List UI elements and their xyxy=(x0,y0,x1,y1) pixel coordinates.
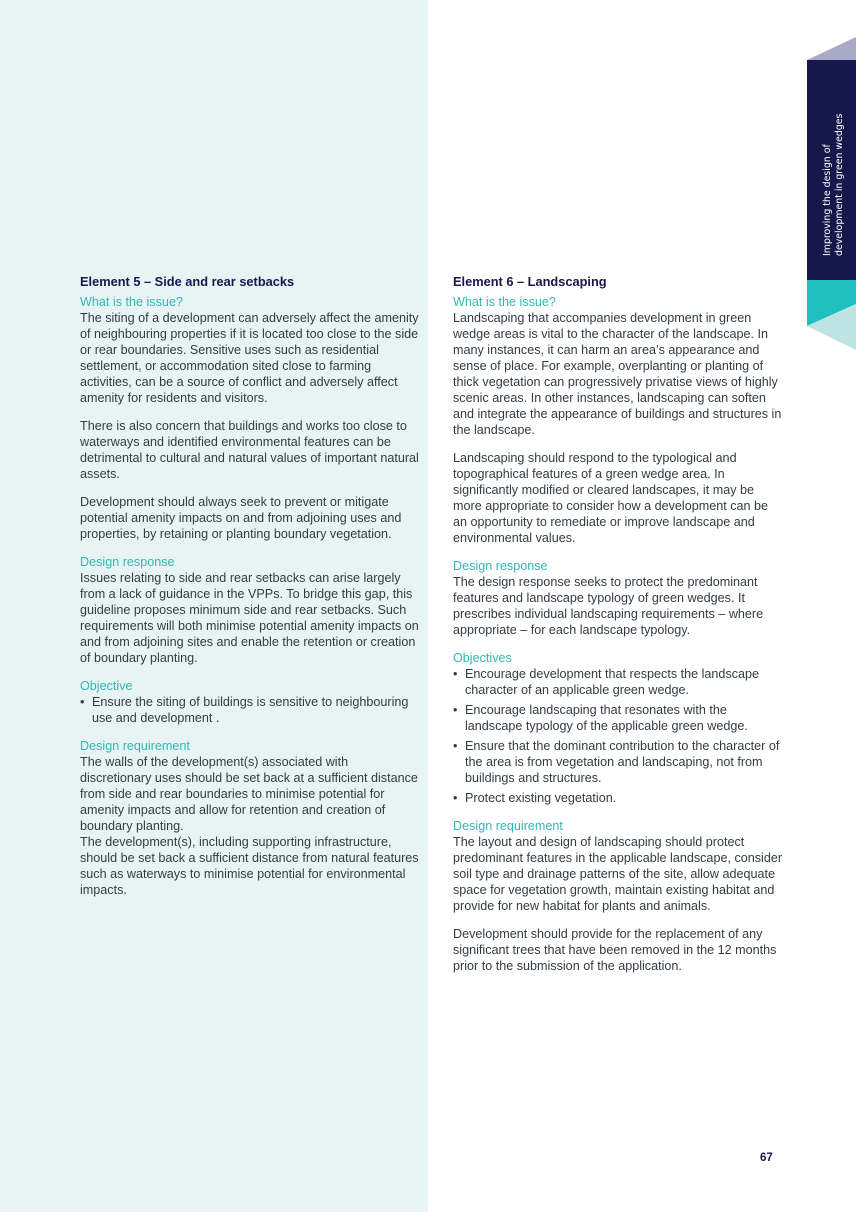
element-6-response-heading: Design response xyxy=(453,559,548,573)
section-tab-label xyxy=(818,60,848,260)
list-item xyxy=(453,666,785,698)
bullet-icon: • xyxy=(453,739,458,753)
bullet-icon: • xyxy=(453,791,458,805)
objective-text: Encourage development that respects the landscape character of an applicable green wedge. xyxy=(465,667,760,697)
section-tab-line-1: Improving the design of xyxy=(822,144,833,256)
element-5-issue-paragraph-3: Development should always seek to prevent or mitigate potential amenity impacts on and from adjoining uses and properties, by retaining or planting boundary vegetation. xyxy=(80,495,402,541)
list-item xyxy=(80,694,420,726)
element-6-section xyxy=(453,273,785,986)
element-6-requirement-heading: Design requirement xyxy=(453,819,563,833)
element-5-issue-paragraph-2: There is also concern that buildings and works too close to waterways and identified environmental features can be detrimental to cultural and natural values of important natural assets. xyxy=(80,419,419,481)
element-5-issue-paragraph-1: The siting of a development can adversely affect the amenity of neighbouring properties if it is located too close to the side or rear boundaries. Sensitive uses such as residential settlement, or accommodation sited close to farming activities, can be a source of conflict and adversely affect amenity for residents and visitors. xyxy=(80,311,419,405)
element-5-requirement-paragraph-2: The development(s), including supporting infrastructure, should be set back a sufficient distance from natural features such as waterways to minimise potential for environmental impacts. xyxy=(80,835,419,897)
element-6-requirement-paragraph-1: The layout and design of landscaping should protect predominant features in the applicable landscape, consider soil type and drainage patterns of the site, allow adequate space for vegetation growth, maintain existing habitat and provide for new habitat for plants and animals. xyxy=(453,835,783,913)
element-5-objective-heading: Objective xyxy=(80,679,133,693)
element-6-issue-paragraph-2: Landscaping should respond to the typological and topographical features of a green wedge area. In significantly modified or cleared landscapes, it may be more appropriate to consider how a development can be an opportunity to remediate or improve landscape and environmental values. xyxy=(453,451,769,545)
section-tab-line-2: development in green wedges xyxy=(833,113,845,256)
bullet-icon: • xyxy=(453,667,458,681)
element-5-issue-heading: What is the issue? xyxy=(80,295,183,309)
section-tab-text xyxy=(822,114,845,256)
list-item xyxy=(453,738,785,786)
objective-text: Ensure the siting of buildings is sensitive to neighbouring use and development . xyxy=(92,695,409,725)
element-5-requirement-heading: Design requirement xyxy=(80,739,190,753)
element-6-title: Element 6 – Landscaping xyxy=(453,274,607,289)
element-5-requirement-paragraph-1: The walls of the development(s) associated with discretionary uses should be set back at a sufficient distance from side and rear boundaries to minimise potential for amenity impacts and allow for retention and creation of boundary planting. xyxy=(80,755,418,833)
element-6-response-paragraph: The design response seeks to protect the predominant features and landscape typology of green wedges. It prescribes individual landscaping requirements – where appropriate – for each landscape typology. xyxy=(453,575,764,637)
element-6-objectives-list xyxy=(453,666,785,806)
element-5-response-heading: Design response xyxy=(80,555,175,569)
objective-text: Protect existing vegetation. xyxy=(465,791,617,805)
objective-text: Encourage landscaping that resonates with the landscape typology of the applicable green wedge. xyxy=(465,703,748,733)
element-6-issue-paragraph-1: Landscaping that accompanies development in green wedge areas is vital to the character of the landscape. In many instances, it can harm an area’s appearance and sense of place. For example, overplanting or planting of thick vegetation can progressively privatise views of highly scenic areas. In other instances, landscaping can soften and integrate the appearance of buildings and structures in the landscape. xyxy=(453,311,782,437)
element-5-objective-list xyxy=(80,694,420,726)
list-item xyxy=(453,702,785,734)
element-5-response-paragraph: Issues relating to side and rear setbacks can arise largely from a lack of guidance in the VPPs. To bridge this gap, this guideline proposes minimum side and rear setbacks. Such requirements will both minimise potential amenity impacts on and from adjoining sites and enable the retention or creation of boundary planting. xyxy=(80,571,419,665)
element-6-issue-heading: What is the issue? xyxy=(453,295,556,309)
page-number: 67 xyxy=(760,1152,773,1164)
list-item xyxy=(453,790,785,806)
element-6-objectives-heading: Objectives xyxy=(453,651,512,665)
element-5-title: Element 5 – Side and rear setbacks xyxy=(80,274,295,289)
bullet-icon: • xyxy=(453,703,458,717)
element-6-requirement-paragraph-2: Development should provide for the replacement of any significant trees that have been removed in the 12 months prior to the submission of the application. xyxy=(453,927,777,973)
bullet-icon: • xyxy=(80,695,85,709)
objective-text: Ensure that the dominant contribution to the character of the area is from vegetation and landscaping, not from buildings and structures. xyxy=(465,739,780,785)
element-5-section xyxy=(80,273,420,910)
